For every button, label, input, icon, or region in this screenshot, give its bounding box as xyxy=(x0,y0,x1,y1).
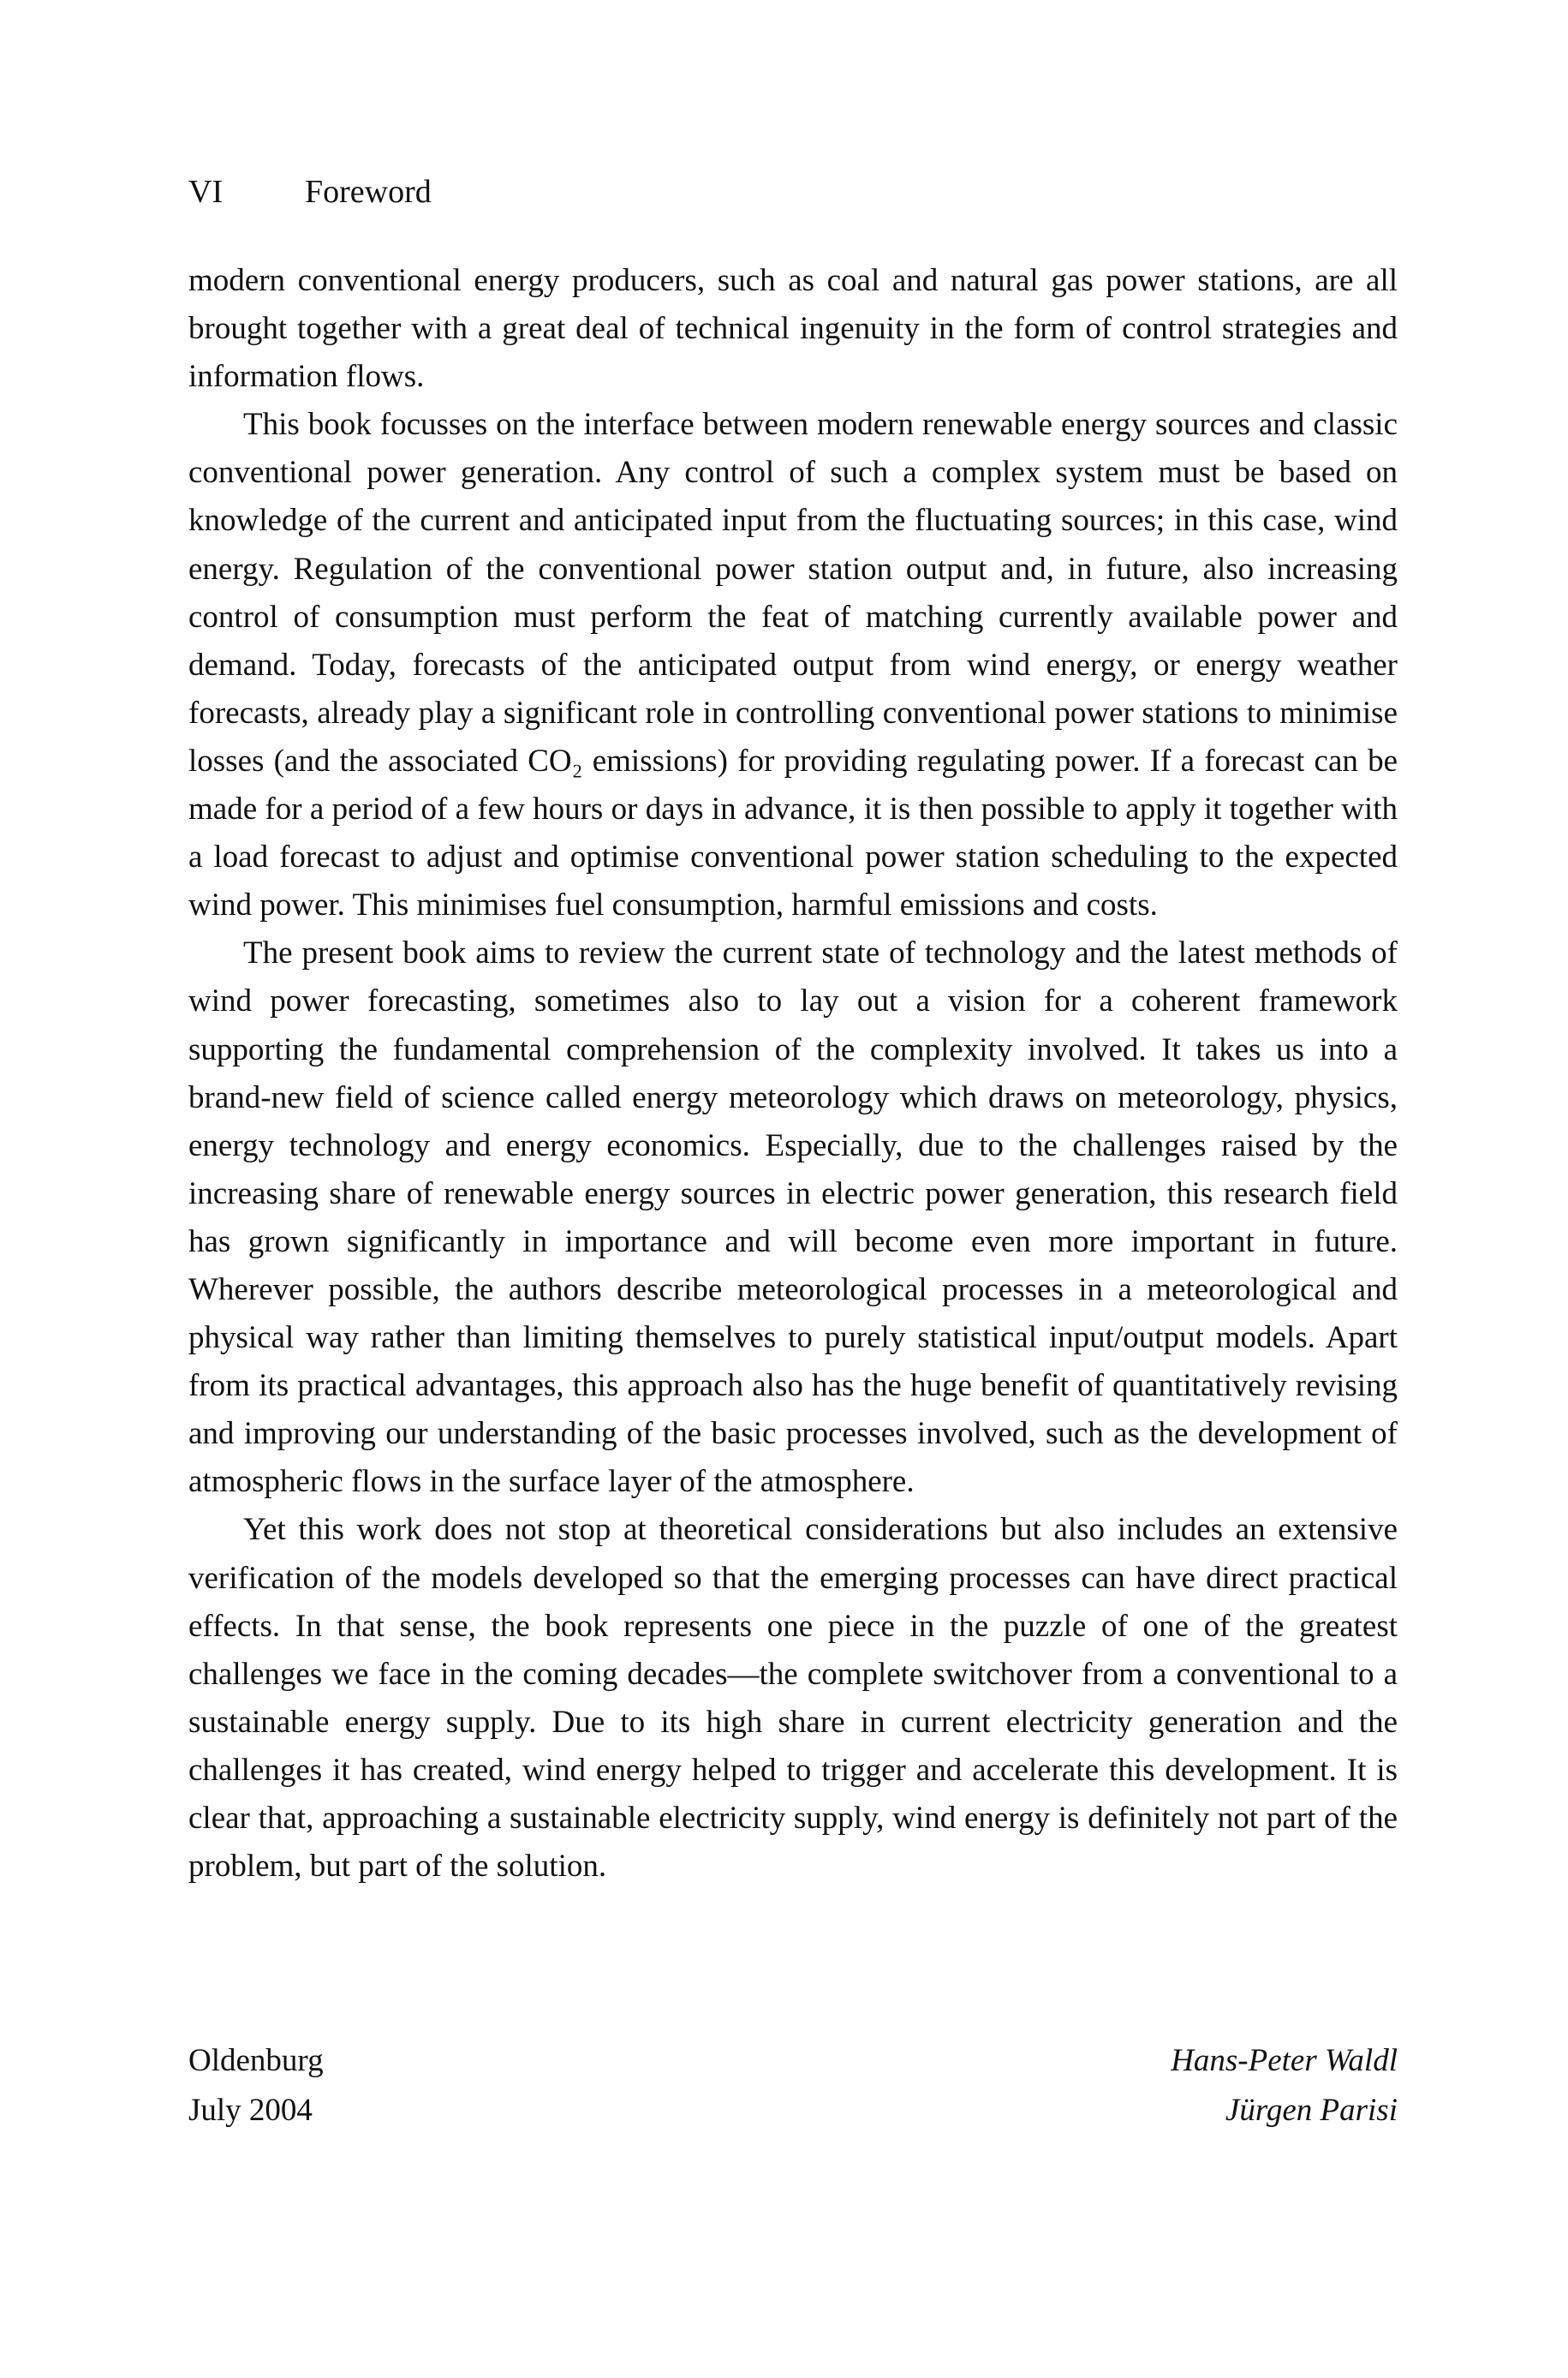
page-number: VI xyxy=(188,174,224,210)
foreword-body xyxy=(188,257,1398,1891)
paragraph-1: modern conventional energy producers, such as coal and natural gas power stations, are all brought together with a great deal of technical ingenuity in the form of control strategies and information flows. xyxy=(188,263,1398,395)
author-1: Hans-Peter Waldl xyxy=(1171,2043,1398,2079)
signoff xyxy=(188,2036,1398,2136)
author-2: Jürgen Parisi xyxy=(1225,2093,1398,2129)
paragraph-2: This book focusses on the interface between modern renewable energy sources and classic conventional power generation. Any control of such a complex system must be based on knowledge of the current and anticipated input from the fluctuating sources; in this case, wind energy. Regulation of the conventional power station output and, in future, also increasing control of consumption must perform the feat of matching currently available power and demand. Today, forecasts of the anticipated output from wind energy, or energy weather forecasts, already play a significant role in controlling conventional power stations to minimise losses (and the associated CO₂ emissions) for providing regulating power. If a forecast can be made for a period of a few hours or days in advance, it is then possible to apply it together with a load forecast to adjust and optimise conventional power station scheduling to the expected wind power. This minimises fuel consumption, harmful emissions and costs. xyxy=(188,407,1398,923)
place: Oldenburg xyxy=(188,2043,324,2079)
date: July 2004 xyxy=(188,2093,313,2129)
place-date xyxy=(188,2036,324,2136)
paragraph-3: The present book aims to review the current state of technology and the latest methods of wind power forecasting, sometimes also to lay out a vision for a coherent framework supporting the fundamental comprehension of the complexity involved. It takes us into a brand-new field of science called energy meteorology which draws on meteorology, physics, energy technology and energy economics. Especially, due to the challenges raised by the increasing share of renewable energy sources in electric power generation, this research field has grown significantly in importance and will become even more important in future. Wherever possible, the authors describe meteorological processes in a meteorological and physical way rather than limiting themselves to purely statistical input/output models. Apart from its practical advantages, this approach also has the huge benefit of quantitatively revising and improving our understanding of the basic processes involved, such as the development of atmospheric flows in the surface layer of the atmosphere. xyxy=(188,935,1398,1500)
running-head xyxy=(188,171,1398,212)
paragraph-4: Yet this work does not stop at theoretical considerations but also includes an extensive verification of the models developed so that the emerging processes can have direct practical effects. In that sense, the book represents one piece in the puzzle of one of the greatest challenges we face in the coming decades—the complete switchover from a conventional to a sustainable energy supply. Due to its high share in current electricity generation and the challenges it has created, wind energy helped to trigger and accelerate this development. It is clear that, approaching a sustainable electricity supply, wind energy is definitely not part of the problem, but part of the solution. xyxy=(188,1512,1398,1885)
book-page xyxy=(188,171,1398,2136)
section-title: Foreword xyxy=(305,174,432,210)
authors xyxy=(1171,2036,1398,2136)
